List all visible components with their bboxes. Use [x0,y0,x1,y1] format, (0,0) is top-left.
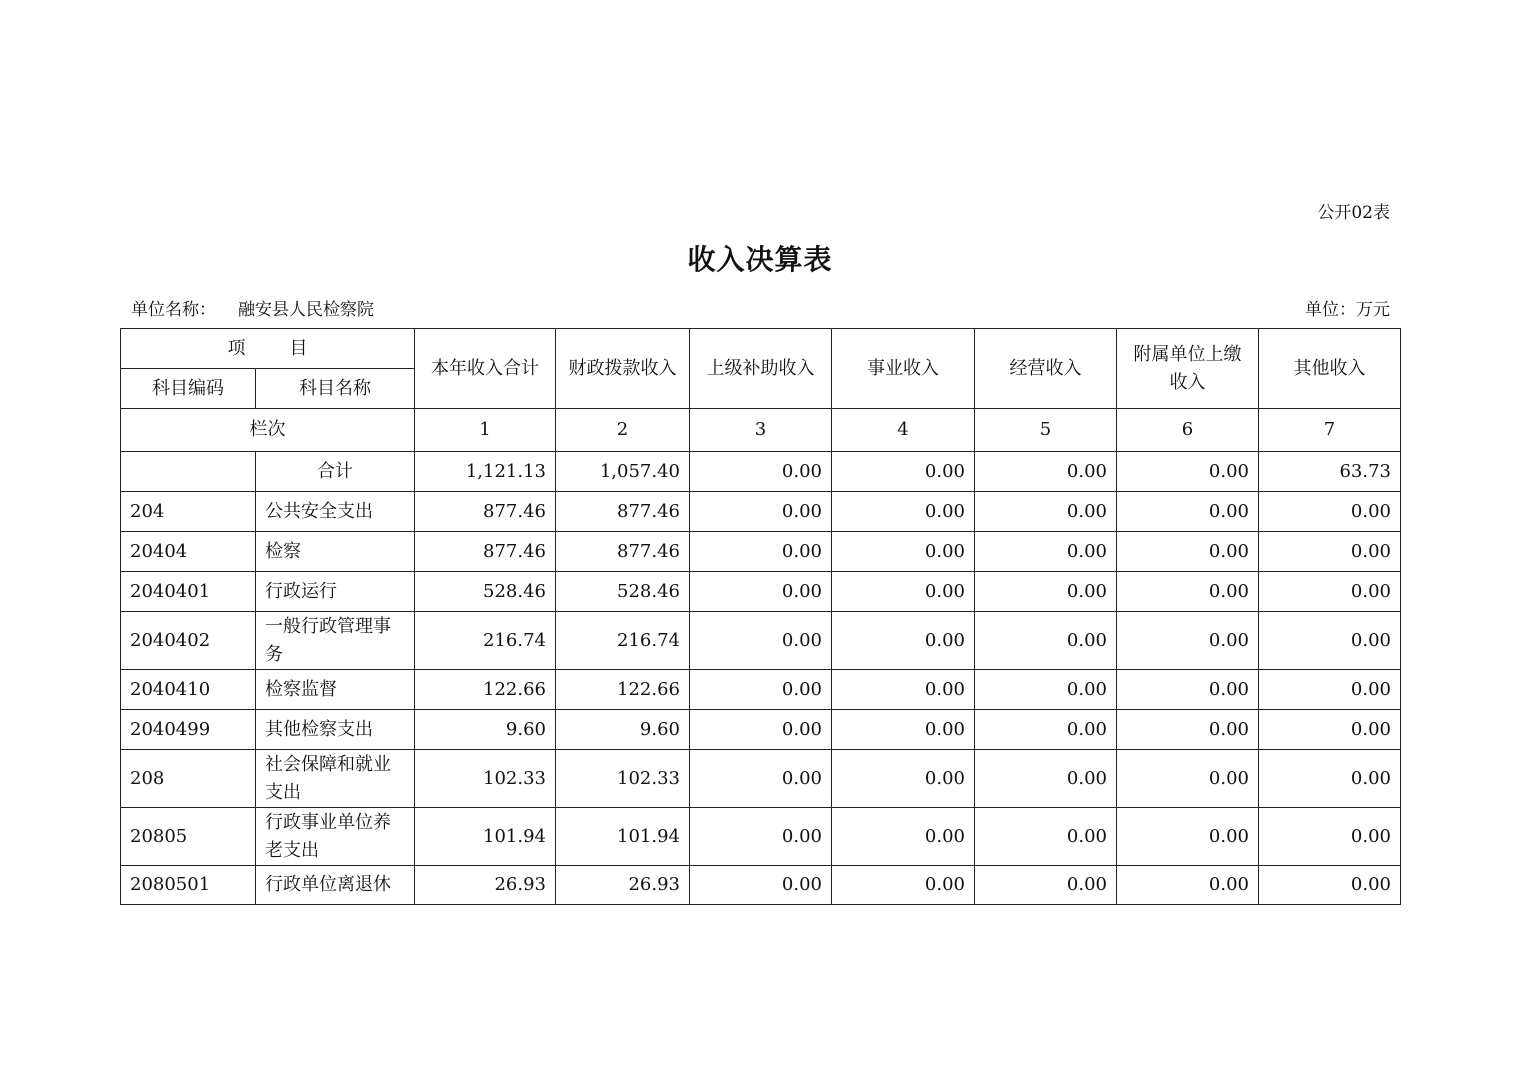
amount-cell: 0.00 [832,710,975,750]
total-value: 1,121.13 [415,452,556,492]
amount-cell: 0.00 [1259,866,1401,905]
amount-cell: 0.00 [1117,532,1259,572]
amount-cell: 26.93 [415,866,556,905]
amount-cell: 877.46 [556,492,690,532]
total-label: 合计 [256,452,415,492]
total-value: 0.00 [832,452,975,492]
subject-code: 204 [121,492,256,532]
amount-cell: 0.00 [832,750,975,808]
amount-cell: 0.00 [1259,710,1401,750]
amount-cell: 0.00 [1117,492,1259,532]
amount-cell: 0.00 [690,612,832,670]
subject-code: 2040410 [121,670,256,710]
subject-name: 行政事业单位养老支出 [256,808,415,866]
row-index-label: 栏次 [121,409,415,452]
amount-cell: 0.00 [832,612,975,670]
amount-cell: 0.00 [1259,532,1401,572]
unit-name-line [131,295,374,320]
total-value: 0.00 [690,452,832,492]
col-header-business: 事业收入 [832,329,975,409]
subject-name: 一般行政管理事务 [256,612,415,670]
amount-cell: 0.00 [690,492,832,532]
amount-cell: 0.00 [975,612,1117,670]
table-row [121,670,1401,710]
subject-name: 检察 [256,532,415,572]
amount-cell: 102.33 [556,750,690,808]
amount-cell: 0.00 [832,492,975,532]
unit-name-value: 融安县人民检察院 [238,300,374,320]
item-header: 项 目 [121,329,415,369]
row-index-cell: 5 [975,409,1117,452]
subject-code: 2080501 [121,866,256,905]
amount-cell: 0.00 [690,710,832,750]
amount-cell: 0.00 [1259,670,1401,710]
subject-name: 行政单位离退休 [256,866,415,905]
amount-cell: 0.00 [975,492,1117,532]
amount-cell: 0.00 [1117,572,1259,612]
row-index-cell: 2 [556,409,690,452]
subject-code: 2040402 [121,612,256,670]
amount-cell: 0.00 [1117,808,1259,866]
currency-unit: 单位：万元 [1305,300,1390,320]
subject-name: 检察监督 [256,670,415,710]
code-header: 科目编码 [121,369,256,409]
amount-cell: 9.60 [556,710,690,750]
amount-cell: 0.00 [1117,750,1259,808]
amount-cell: 0.00 [690,670,832,710]
amount-cell: 0.00 [1259,612,1401,670]
amount-cell: 0.00 [1117,612,1259,670]
table-row [121,612,1401,670]
amount-cell: 216.74 [556,612,690,670]
amount-cell: 0.00 [832,670,975,710]
amount-cell: 101.94 [556,808,690,866]
amount-cell: 0.00 [975,572,1117,612]
amount-cell: 0.00 [832,866,975,905]
amount-cell: 0.00 [1117,866,1259,905]
amount-cell: 0.00 [1117,670,1259,710]
col-header-total: 本年收入合计 [415,329,556,409]
table-row [121,710,1401,750]
table-row [121,492,1401,532]
unit-name-label: 单位名称： [131,300,216,320]
table-row [121,750,1401,808]
amount-cell: 0.00 [690,866,832,905]
total-row [121,452,1401,492]
amount-cell: 0.00 [975,808,1117,866]
amount-cell: 0.00 [690,572,832,612]
subject-code: 20404 [121,532,256,572]
table-row [121,808,1401,866]
total-value: 0.00 [975,452,1117,492]
amount-cell: 0.00 [832,532,975,572]
amount-cell: 528.46 [556,572,690,612]
amount-cell: 0.00 [975,670,1117,710]
amount-cell: 122.66 [556,670,690,710]
income-settlement-table [120,328,1401,905]
subject-code: 208 [121,750,256,808]
subject-name: 其他检察支出 [256,710,415,750]
amount-cell: 0.00 [1117,710,1259,750]
table-row [121,866,1401,905]
amount-cell: 877.46 [556,532,690,572]
col-header-fiscal: 财政拨款收入 [556,329,690,409]
subject-name: 社会保障和就业支出 [256,750,415,808]
amount-cell: 26.93 [556,866,690,905]
amount-cell: 0.00 [832,572,975,612]
amount-cell: 0.00 [975,710,1117,750]
table-row [121,572,1401,612]
amount-cell: 122.66 [415,670,556,710]
total-value: 63.73 [1259,452,1401,492]
amount-cell: 0.00 [975,866,1117,905]
total-value: 1,057.40 [556,452,690,492]
amount-cell: 0.00 [975,750,1117,808]
amount-cell: 0.00 [1259,492,1401,532]
amount-cell: 0.00 [690,532,832,572]
amount-cell: 877.46 [415,532,556,572]
subject-code: 2040499 [121,710,256,750]
row-index-cell: 6 [1117,409,1259,452]
row-index-cell: 1 [415,409,556,452]
header-row-1 [121,329,1401,369]
amount-cell: 216.74 [415,612,556,670]
col-header-other: 其他收入 [1259,329,1401,409]
amount-cell: 101.94 [415,808,556,866]
row-index-cell: 7 [1259,409,1401,452]
page-title: 收入决算表 [687,243,833,276]
subject-name: 公共安全支出 [256,492,415,532]
amount-cell: 0.00 [1259,750,1401,808]
amount-cell: 528.46 [415,572,556,612]
amount-cell: 0.00 [690,750,832,808]
amount-cell: 102.33 [415,750,556,808]
amount-cell: 0.00 [690,808,832,866]
table-row [121,532,1401,572]
row-index [121,409,1401,452]
row-index-cell: 4 [832,409,975,452]
subject-code: 20805 [121,808,256,866]
form-number: 公开02表 [1317,203,1390,223]
amount-cell: 0.00 [1259,572,1401,612]
name-header: 科目名称 [256,369,415,409]
total-code-cell [121,452,256,492]
col-header-affiliated: 附属单位上缴收入 [1117,329,1259,409]
col-header-operating: 经营收入 [975,329,1117,409]
col-header-superior: 上级补助收入 [690,329,832,409]
row-index-cell: 3 [690,409,832,452]
subject-name: 行政运行 [256,572,415,612]
amount-cell: 0.00 [1259,808,1401,866]
amount-cell: 0.00 [975,532,1117,572]
amount-cell: 877.46 [415,492,556,532]
total-value: 0.00 [1117,452,1259,492]
amount-cell: 9.60 [415,710,556,750]
amount-cell: 0.00 [832,808,975,866]
subject-code: 2040401 [121,572,256,612]
